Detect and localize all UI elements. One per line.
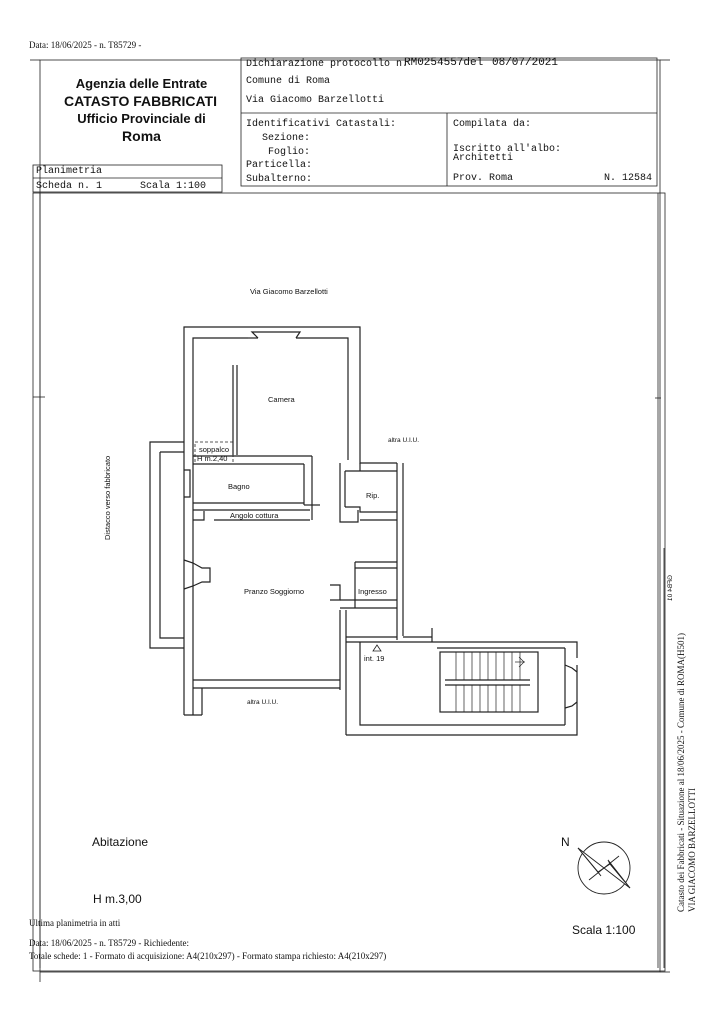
top-date-line: Data: 18/06/2025 - n. T85729 -: [29, 40, 142, 50]
comune: Comune di Roma: [246, 76, 331, 87]
agency-catasto: CATASTO FABBRICATI: [64, 93, 217, 109]
scheda-number: Scheda n. 1: [36, 181, 103, 192]
identificativi-label: Identificativi Catastali:: [246, 119, 397, 130]
altra-uiu-label-1: altra U.I.U.: [388, 437, 420, 444]
room-ripostiglio: Rip.: [366, 491, 380, 500]
protocol-date: 08/07/2021: [492, 57, 559, 69]
ultima-planimetria: Ultima planimetria in atti: [29, 918, 121, 928]
compilata-label: Compilata da:: [453, 119, 532, 130]
address: Via Giacomo Barzellotti: [246, 95, 385, 106]
planimetria-label: Planimetria: [36, 166, 103, 177]
altezza-label: H m.3,00: [93, 892, 142, 906]
provincia: Prov. Roma: [453, 173, 514, 184]
stair-treads: [456, 652, 525, 712]
north-arrow-icon: [578, 842, 630, 894]
agency-ufficio: Ufficio Provinciale di: [77, 111, 206, 126]
distacco-label: Distacco verso fabbricato: [103, 455, 112, 540]
side-stamp-line2: VIA GIACOMO BARZELLOTTI: [687, 788, 697, 912]
room-ingresso: Ingresso: [358, 587, 387, 596]
room-angolo-cottura: Angolo cottura: [230, 511, 279, 520]
particella-label: Particella:: [246, 160, 313, 171]
footer-totale-line: Totale schede: 1 - Formato di acquisizione: A4(210x297) - Formato stampa richiesto: A4(210x297): [29, 951, 387, 961]
abitazione-label: Abitazione: [92, 835, 149, 849]
soppalco-height: H m.2,40: [197, 454, 228, 463]
north-label: N: [561, 835, 570, 849]
scheda-scala: Scala 1:100: [140, 181, 207, 192]
drawing-frame: [33, 193, 665, 971]
iscritto-label: Iscritto all'albo:: [453, 144, 562, 155]
architetti-label: Architetti: [453, 153, 514, 164]
soppalco-label: soppalco: [199, 445, 230, 454]
subalterno-label: Subalterno:: [246, 174, 313, 185]
room-camera: Camera: [268, 395, 295, 404]
side-stamp-line1: Catasto dei Fabbricati - Situazione al 18/06/2025 - Comune di ROMA(H501): [676, 633, 686, 912]
foglio-label: Foglio:: [268, 147, 311, 158]
footer-data-line: Data: 18/06/2025 - n. T85729 - Richiedente:: [29, 938, 190, 948]
albo-number: N. 12584: [604, 173, 653, 184]
altra-uiu-label-2: altra U.I.U.: [247, 699, 279, 706]
interno-number: int. 19: [364, 654, 385, 663]
room-pranzo-soggiorno: Pranzo Soggiorno: [244, 587, 305, 596]
street-label: Via Giacomo Barzellotti: [250, 287, 328, 296]
room-bagno: Bagno: [228, 482, 250, 491]
protocol-label: Dichiarazione protocollo n.: [246, 59, 409, 70]
protocol-number: RM0254557del: [404, 57, 484, 69]
agency-roma: Roma: [122, 128, 161, 144]
entrance-marker: [373, 645, 381, 651]
side-code: GFB4 01: [667, 575, 674, 602]
sezione-label: Sezione:: [262, 133, 311, 144]
agency-name: Agenzia delle Entrate: [75, 76, 208, 91]
footer-scala: Scala 1:100: [572, 923, 636, 937]
walls: [150, 327, 577, 735]
